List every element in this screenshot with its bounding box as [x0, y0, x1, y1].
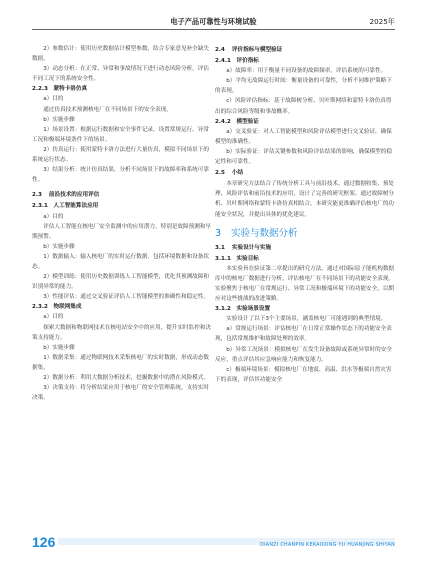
chapter-heading	[215, 227, 394, 240]
heading-text: 前沿技术的应用评估	[48, 192, 100, 199]
heading-number: 2.5	[215, 170, 225, 177]
spacer	[32, 185, 211, 189]
page-footer	[0, 530, 427, 575]
paragraph: a）目的	[43, 96, 64, 103]
issue-year: 2025年	[369, 17, 395, 26]
heading-text: 小结	[231, 170, 244, 177]
journal-pinyin: DIANZI CHANPIN KEKAOXING YU HUANJING SHIYAN	[260, 543, 395, 548]
paragraph: 1）场景设置：根据运行数据和安全事件记录，设置常规运行、异常工况和极端环境条件下的场景。	[32, 126, 209, 143]
paragraph: 2）模型训练：使用历史数据训练人工智能模型，优化其预测故障和识别异常的能力。	[32, 274, 209, 291]
paragraph: 2）数据分析：利用大数据分析技术，挖掘数据中的潜在风险模式。	[43, 375, 209, 381]
subsection-heading: 2.2.3 蒙特卡洛仿真	[32, 86, 88, 93]
heading-number: 3	[215, 227, 222, 239]
spacer	[215, 220, 394, 224]
paragraph: a）目的	[43, 314, 64, 321]
subsection-heading: 2.4.2 模型验证	[215, 118, 259, 125]
paragraph: 3）性能评估：通过交叉验证评估人工智能模型的准确性和稳定性。	[43, 294, 209, 301]
paragraph: 本章研究方法结合了传统分析工具与前沿技术，通过数据收集、预处理、风险评估和前沿技术的应用，设计了完善的研究框架。通过故障树分析、贝叶斯网络和蒙特卡洛仿真相结合，本研究能更准确评估核电厂的功能安全状况，并提出具体的优化建议。	[215, 181, 395, 218]
journal-title: 电子产品可靠性与环境试验	[170, 17, 257, 26]
paragraph: 探索大数据和物联网技术在核电站安全中的应用，提升实时监控和决策支持能力。	[32, 324, 212, 341]
heading-number: 3.1	[215, 244, 225, 251]
section-heading	[215, 45, 394, 55]
header-rule	[32, 29, 395, 30]
paragraph: b）平均无故障运行时间：衡量设备的可靠性，分析不同维护策略下的表现。	[215, 78, 392, 95]
paragraph: b）实施步骤	[43, 243, 75, 250]
paragraph: 3）动态分析：在正常、异常和事故情况下进行动态风险分析，评估不同工况下的系统安全性。	[32, 66, 209, 83]
paragraph: 3）结果分析：统计仿真结果，分析不同场景下的故障率和系统可靠性。	[32, 167, 209, 184]
subsection-heading: 3.1.2 实验场景设置	[215, 306, 271, 313]
paragraph: b）实施步骤	[43, 344, 75, 351]
heading-number: 2.3	[32, 192, 42, 199]
subsection-heading: 2.3.1 人工智能算法应用	[32, 203, 99, 210]
paragraph: a）目的	[43, 213, 64, 220]
paragraph: a）常规运行场景：评估核电厂在日常正常操作状态下的功能安全表现，包括常规维护和故障处理的效率。	[215, 326, 392, 343]
paragraph: b）实际验证：评估关键参数和风险评估结果的影响，确保模型的稳定性和可靠性。	[215, 148, 392, 166]
paragraph: b）实施步骤	[43, 116, 75, 123]
paragraph: 通过仿真技术预测核电厂在不同场景下的安全表现。	[43, 106, 172, 113]
paragraph: c）极端环境场景：模拟核电厂在地震、高温、洪水等极端自然灾害下的表现，评估其功能安全	[215, 366, 392, 383]
heading-number: 2.4	[215, 47, 225, 53]
paragraph: 本实验旨在验证第二章提出的研究方法，通过对国际原子能机构数据库中的核电厂数据进行分析，评估核电厂在不同场景下的功能安全表现。实验聚焦于核电厂在常规运行、异常工况和极端环境下的功能安全，以期应对这些挑战的改进策略。	[215, 265, 395, 303]
heading-text: 评价指标与模型验证	[231, 47, 283, 53]
right-column	[215, 44, 394, 385]
paragraph: 2）参数估计：使用历史数据估计模型参数，结合专家意见补全缺失数据。	[32, 46, 209, 63]
paragraph: 3）决策支持：将分析结果应用于核电厂的安全管理系统，支持实时决策。	[32, 385, 209, 402]
paragraph: 1）数据采集：通过物联网技术采集核电厂的实时数据，形成动态数据集。	[32, 354, 209, 371]
page-header	[0, 0, 427, 40]
section-heading	[215, 168, 394, 178]
page-number: 126	[32, 534, 56, 550]
paragraph: b）异常工况场景：模拟核电厂在发生设备故障或系统异常时的安全反应，重点评估其应急响应能力和恢复能力。	[215, 346, 392, 363]
paragraph: a）交叉验证：对人工智能模型和风险评估模型进行交叉验证，确保模型的准确性。	[215, 128, 392, 145]
left-column	[32, 44, 211, 403]
subsection-heading: 2.3.2 物联网集成	[32, 304, 82, 311]
paragraph: 2）仿真运行：使用蒙特卡洛方法进行大量仿真，模拟不同场景下的系统运行状态。	[32, 146, 209, 164]
paragraph: 评估人工智能在核电厂安全监测中的应用潜力，特别是故障预测和早期预警。	[32, 223, 212, 240]
paragraph: 1）数据输入：输入核电厂的实时运行数据，包括环境数据和设备状态。	[32, 253, 209, 270]
paragraph: c）风险评估指标：基于故障树分析、贝叶斯网络和蒙特卡洛仿真得出的综合风险等级和事故概率。	[215, 98, 392, 115]
heading-text: 实验设计与实施	[231, 244, 272, 251]
subsection-heading: 2.4.1 评价指标	[215, 58, 259, 65]
section-heading	[215, 243, 394, 253]
subsection-heading: 3.1.1 实验目标	[215, 255, 259, 262]
paragraph: 实验设计了以下3个主要场景，涵盖核电厂可能遇到的典型情境。	[226, 316, 387, 323]
heading-text: 实验与数据分析	[231, 227, 298, 239]
section-heading	[32, 190, 211, 200]
paragraph: a）故障率：用于衡量不同设备的故障频率，评估系统的可靠性。	[226, 68, 387, 75]
